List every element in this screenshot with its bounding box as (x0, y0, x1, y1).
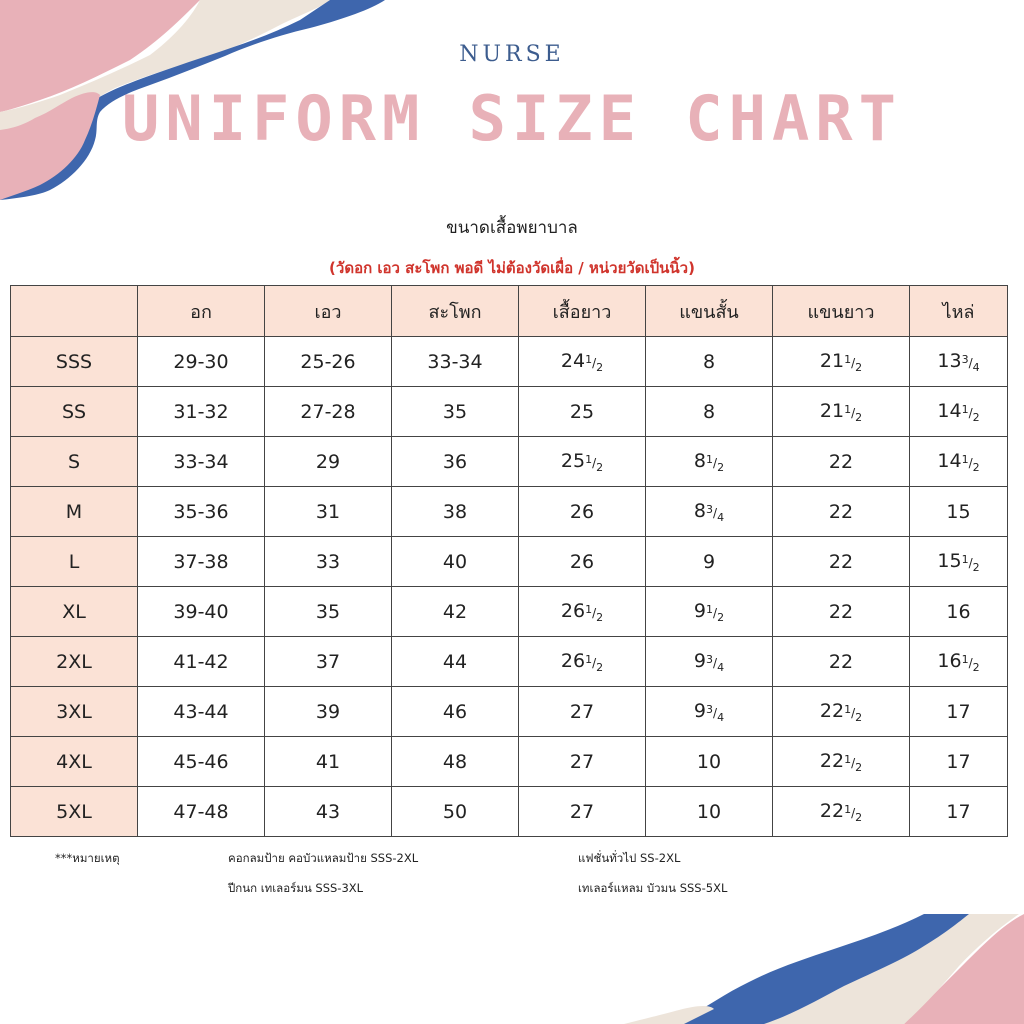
measurement-cell: 43 (265, 787, 392, 837)
measurement-cell: 45-46 (138, 737, 265, 787)
column-header: แขนยาว (773, 286, 910, 337)
measurement-cell: $9^1/_2$ (646, 587, 773, 637)
measurement-cell: 25 (519, 387, 646, 437)
measurement-cell: 42 (392, 587, 519, 637)
measurement-cell: 17 (910, 687, 1008, 737)
measurement-cell: 35 (392, 387, 519, 437)
page-title: UNIFORM SIZE CHART (122, 82, 902, 155)
measurement-cell: 16 (910, 587, 1008, 637)
measurement-cell: 26 (519, 537, 646, 587)
measurement-cell: 22 (773, 487, 910, 537)
measurement-cell: 35-36 (138, 487, 265, 537)
measurement-cell: 50 (392, 787, 519, 837)
measurement-cell: 33-34 (392, 337, 519, 387)
fraction: $^1/_2$ (844, 352, 863, 374)
measurement-cell: 41 (265, 737, 392, 787)
measurement-cell: 8 (646, 337, 773, 387)
size-label-cell: 3XL (11, 687, 138, 737)
fraction: $^1/_2$ (844, 402, 863, 424)
fraction: $^1/_2$ (585, 352, 604, 374)
measure-note: (วัดอก เอว สะโพก พอดี ไม่ต้องวัดเผื่อ / หน่วยวัดเป็นนิ้ว) (329, 259, 695, 277)
measurement-cell: 39 (265, 687, 392, 737)
measurement-cell: 22 (773, 587, 910, 637)
remarks-line2-left: ปีกนก เทเลอร์มน SSS-3XL (228, 881, 364, 895)
measurement-cell: 44 (392, 637, 519, 687)
measurement-cell: $22^1/_2$ (773, 787, 910, 837)
fraction: $^1/_2$ (706, 452, 725, 474)
size-table (10, 285, 1008, 837)
fraction: $^1/_2$ (585, 652, 604, 674)
column-header (11, 286, 138, 337)
fraction: $^1/_2$ (844, 702, 863, 724)
table-body (11, 337, 1008, 837)
fraction: $^3/_4$ (706, 652, 725, 674)
table-row (11, 487, 1008, 537)
title-overline: NURSE (459, 42, 565, 67)
measurement-cell: 33-34 (138, 437, 265, 487)
measurement-cell: 8 (646, 387, 773, 437)
measurement-cell: 10 (646, 787, 773, 837)
measurement-cell: 33 (265, 537, 392, 587)
measurement-cell: 29 (265, 437, 392, 487)
size-label-cell: 4XL (11, 737, 138, 787)
measurement-cell: $8^1/_2$ (646, 437, 773, 487)
measurement-cell: $9^3/_4$ (646, 637, 773, 687)
measurement-cell: 37-38 (138, 537, 265, 587)
measurement-cell: 17 (910, 787, 1008, 837)
measurement-cell: $26^1/_2$ (519, 587, 646, 637)
measurement-cell: 27-28 (265, 387, 392, 437)
measurement-cell: 22 (773, 437, 910, 487)
size-label-cell: L (11, 537, 138, 587)
remarks-label: ***หมายเหตุ (55, 851, 120, 865)
fraction: $^1/_2$ (961, 552, 980, 574)
measurement-cell: 31 (265, 487, 392, 537)
column-header: เอว (265, 286, 392, 337)
fraction: $^1/_2$ (961, 402, 980, 424)
measurement-cell: $24^1/_2$ (519, 337, 646, 387)
measurement-cell: 40 (392, 537, 519, 587)
measurement-cell: $22^1/_2$ (773, 687, 910, 737)
size-label-cell: M (11, 487, 138, 537)
table-row (11, 787, 1008, 837)
measurement-cell: 39-40 (138, 587, 265, 637)
measurement-cell: 29-30 (138, 337, 265, 387)
measurement-cell: 38 (392, 487, 519, 537)
remarks-line1-left: คอกลมป้าย คอบัวแหลมป้าย SSS-2XL (228, 851, 419, 865)
size-label-cell: S (11, 437, 138, 487)
remarks-line2-right: เทเลอร์แหลม บัวมน SSS-5XL (578, 881, 728, 895)
measurement-cell: $8^3/_4$ (646, 487, 773, 537)
measurement-cell: $14^1/_2$ (910, 387, 1008, 437)
fraction: $^1/_2$ (844, 752, 863, 774)
measurement-cell: 35 (265, 587, 392, 637)
measurement-cell: $15^1/_2$ (910, 537, 1008, 587)
table-row (11, 537, 1008, 587)
table-row (11, 737, 1008, 787)
measurement-cell: $16^1/_2$ (910, 637, 1008, 687)
fraction: $^1/_2$ (961, 652, 980, 674)
fraction: $^3/_4$ (706, 702, 725, 724)
column-header: สะโพก (392, 286, 519, 337)
measurement-cell: 46 (392, 687, 519, 737)
fraction: $^1/_2$ (844, 802, 863, 824)
measurement-cell: 9 (646, 537, 773, 587)
measurement-cell: 10 (646, 737, 773, 787)
decor-corner-bottom-right (624, 914, 1024, 1024)
table-row (11, 437, 1008, 487)
fraction: $^3/_4$ (706, 502, 725, 524)
measurement-cell: $14^1/_2$ (910, 437, 1008, 487)
measurement-cell: 22 (773, 537, 910, 587)
column-header: แขนสั้น (646, 286, 773, 337)
table-row (11, 687, 1008, 737)
table-row (11, 587, 1008, 637)
fraction: $^1/_2$ (585, 602, 604, 624)
table-row (11, 337, 1008, 387)
measurement-cell: 27 (519, 787, 646, 837)
measurement-cell: 22 (773, 637, 910, 687)
measurement-cell: $21^1/_2$ (773, 387, 910, 437)
measurement-cell: 26 (519, 487, 646, 537)
fraction: $^3/_4$ (961, 352, 980, 374)
table-row (11, 637, 1008, 687)
measurement-cell: 15 (910, 487, 1008, 537)
table-row (11, 387, 1008, 437)
measurement-cell: 27 (519, 687, 646, 737)
measurement-cell: $13^3/_4$ (910, 337, 1008, 387)
measurement-cell: $9^3/_4$ (646, 687, 773, 737)
column-header: อก (138, 286, 265, 337)
measurement-cell: 37 (265, 637, 392, 687)
measurement-cell: 47-48 (138, 787, 265, 837)
fraction: $^1/_2$ (585, 452, 604, 474)
fraction: $^1/_2$ (706, 602, 725, 624)
table-header-row (11, 286, 1008, 337)
fraction: $^1/_2$ (961, 452, 980, 474)
measurement-cell: $26^1/_2$ (519, 637, 646, 687)
size-label-cell: SSS (11, 337, 138, 387)
remarks-line1-right: แฟชั่นทั่วไป SS-2XL (578, 851, 681, 865)
measurement-cell: 48 (392, 737, 519, 787)
measurement-cell: $25^1/_2$ (519, 437, 646, 487)
measurement-cell: 27 (519, 737, 646, 787)
measurement-cell: $21^1/_2$ (773, 337, 910, 387)
measurement-cell: $22^1/_2$ (773, 737, 910, 787)
measurement-cell: 17 (910, 737, 1008, 787)
column-header: ไหล่ (910, 286, 1008, 337)
size-label-cell: 5XL (11, 787, 138, 837)
measurement-cell: 31-32 (138, 387, 265, 437)
column-header: เสื้อยาว (519, 286, 646, 337)
measurement-cell: 36 (392, 437, 519, 487)
table-subtitle: ขนาดเสื้อพยาบาล (446, 218, 578, 238)
measurement-cell: 25-26 (265, 337, 392, 387)
size-label-cell: 2XL (11, 637, 138, 687)
size-label-cell: XL (11, 587, 138, 637)
measurement-cell: 43-44 (138, 687, 265, 737)
size-label-cell: SS (11, 387, 138, 437)
measurement-cell: 41-42 (138, 637, 265, 687)
